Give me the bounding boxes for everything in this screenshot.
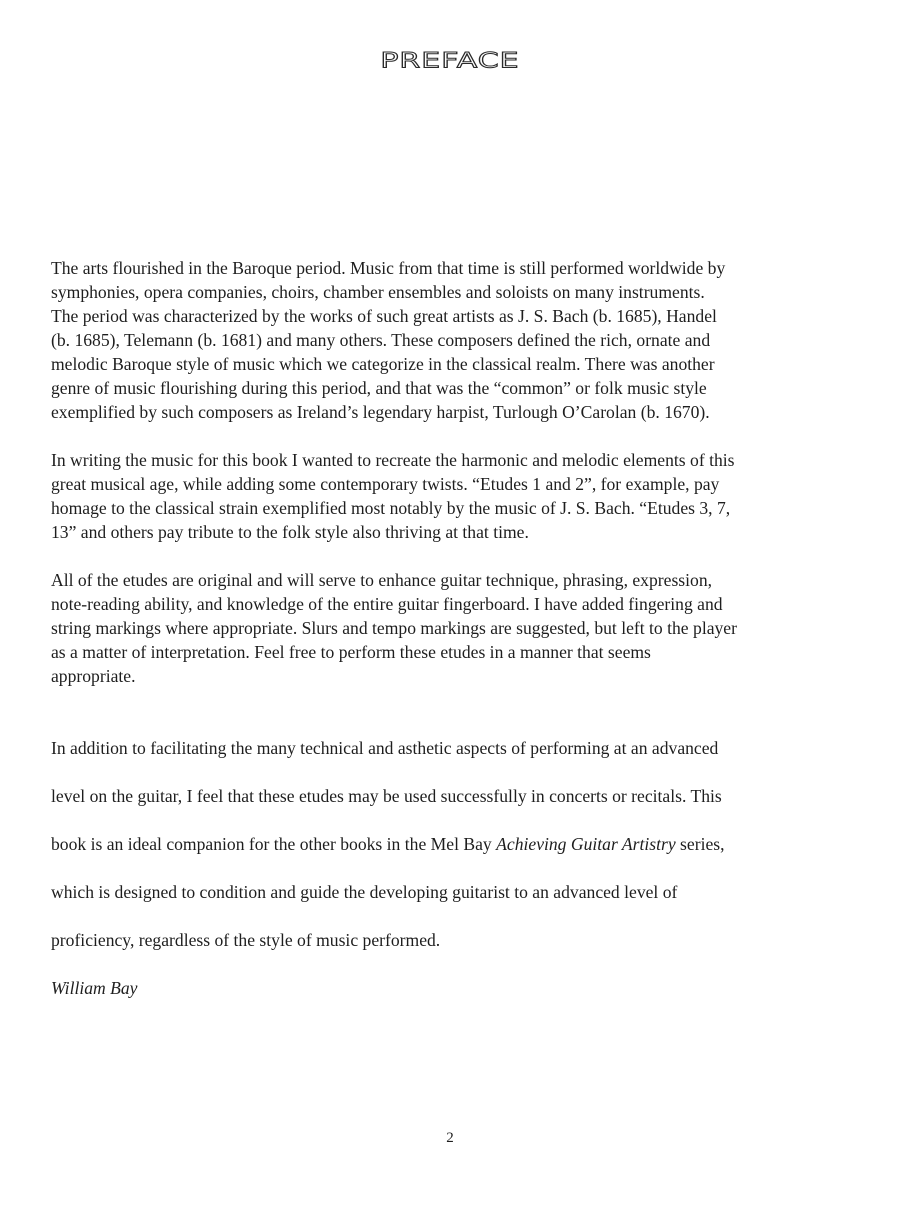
page-number: 2 xyxy=(446,1130,454,1146)
p4-line-1: In addition to facilitating the many technical and asthetic aspects of performing at an advanced xyxy=(51,738,719,758)
p4-line-3-start: book is an ideal companion for the other books in the Mel Bay xyxy=(51,834,497,854)
page-title: PREFACE xyxy=(380,47,520,74)
author-signature: William Bay xyxy=(51,978,138,998)
preface-body xyxy=(51,256,851,1000)
p4-line-4: which is designed to condition and guide the developing guitarist to an advanced level of xyxy=(51,882,678,902)
p4-line-2: level on the guitar, I feel that these etudes may be used successfully in concerts or recitals. This xyxy=(51,786,722,806)
p4-line-3-end: series, xyxy=(675,834,725,854)
book-series-title: Achieving Guitar Artistry xyxy=(496,834,676,854)
p4-line-5: proficiency, regardless of the style of music performed. xyxy=(51,930,441,950)
paragraph-etudes-original: All of the etudes are original and will serve to enhance guitar technique, phrasing, expression, note-reading ability, and knowledge of the entire guitar fingerboard. I have added fingering and string markings where appropriate. Slurs and tempo markings are suggested, but left to the player as a matter of interpretation. Feel free to perform these etudes in a manner that seems appropriate. xyxy=(51,570,737,686)
paragraph-writing-music: In writing the music for this book I wanted to recreate the harmonic and melodic elements of this great musical age, while adding some contemporary twists. “Etudes 1 and 2”, for example, pay homage to the classical strain exemplified most notably by the music of J. S. Bach. “Etudes 3, 7, 13” and others pay tribute to the folk style also thriving at that time. xyxy=(51,450,735,542)
paragraph-baroque-period: The arts flourished in the Baroque period. Music from that time is still performed worldwide by symphonies, opera companies, choirs, chamber ensembles and soloists on many instruments. The period was characterized by the works of such great artists as J. S. Bach (b. 1685), Handel (b. 1685), Telemann (b. 1681) and many others. These composers defined the rich, ornate and melodic Baroque style of music which we categorize in the classical realm. There was another genre of music flourishing during this period, and that was the “common” or folk music style exemplified by such composers as Ireland’s legendary harpist, Turlough O’Carolan (b. 1670). xyxy=(51,258,726,422)
paragraph-concerts-recitals xyxy=(51,712,851,952)
